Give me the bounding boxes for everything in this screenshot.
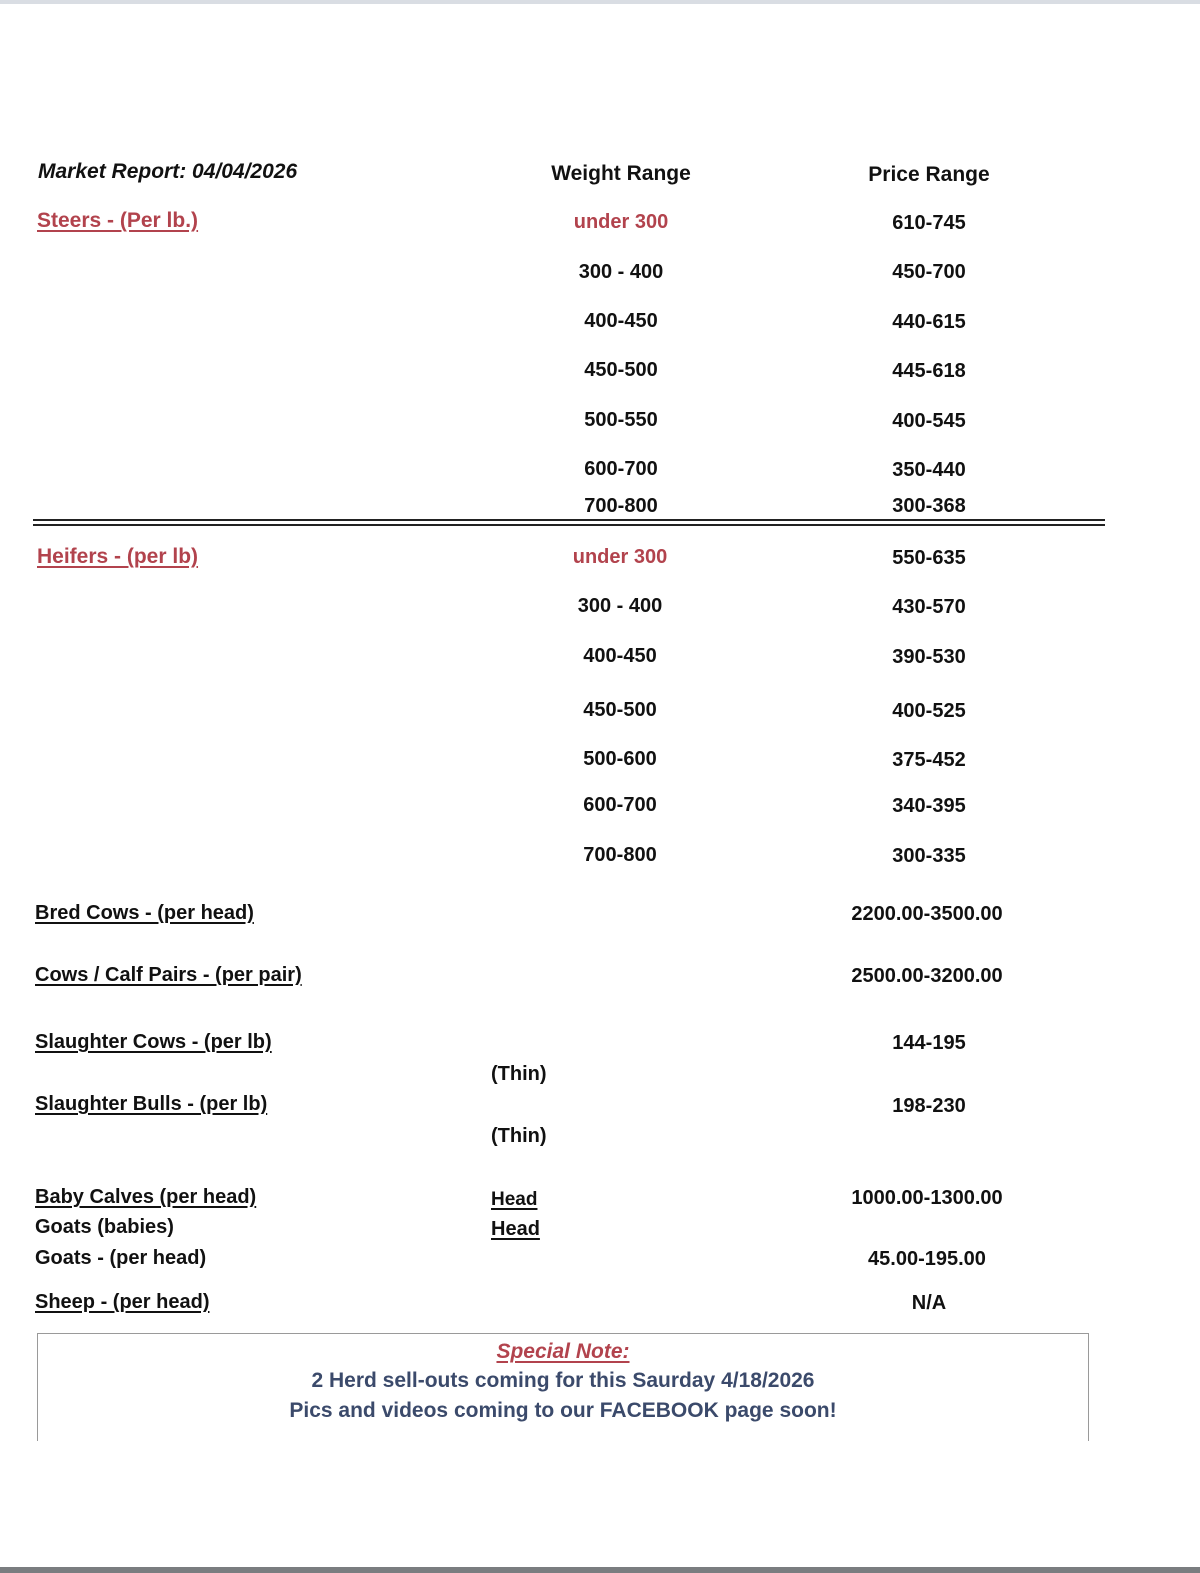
steers-price-5: 350-440	[892, 459, 966, 481]
steers-weight-5: 600-700	[584, 458, 658, 480]
steers-price-0: 610-745	[892, 212, 966, 234]
baby-calves-price: 1000.00-1300.00	[851, 1187, 1003, 1209]
baby-calves-unit: Head	[491, 1189, 538, 1210]
steers-weight-6: 700-800	[584, 495, 658, 517]
goats-label: Goats - (per head)	[35, 1247, 207, 1269]
heifers-price-5: 340-395	[892, 795, 966, 817]
heifers-weight-6: 700-800	[583, 844, 657, 866]
bred-cows-price: 2200.00-3500.00	[851, 903, 1003, 925]
slaughter-cows-label: Slaughter Cows - (per lb)	[35, 1031, 272, 1053]
slaughter-bulls-price: 198-230	[892, 1095, 966, 1117]
heifers-weight-3: 450-500	[583, 699, 657, 721]
special-note-heading: Special Note:	[496, 1340, 630, 1363]
heifers-price-0: 550-635	[892, 547, 966, 569]
sheep-label: Sheep - (per head)	[35, 1291, 210, 1313]
steers-price-2: 440-615	[892, 311, 966, 333]
section-divider-bottom	[33, 524, 1105, 526]
heifers-weight-1: 300 - 400	[577, 595, 663, 617]
heifers-price-3: 400-525	[892, 700, 966, 722]
cow-calf-pairs-label: Cows / Calf Pairs - (per pair)	[35, 964, 302, 986]
steers-label: Steers - (Per lb.)	[37, 209, 199, 232]
price-range-header: Price Range	[868, 163, 990, 186]
heifers-price-1: 430-570	[892, 596, 966, 618]
steers-weight-0: under 300	[573, 211, 669, 233]
steers-price-3: 445-618	[892, 360, 966, 382]
heifers-weight-5: 600-700	[583, 794, 657, 816]
goats-babies-label: Goats (babies)	[35, 1216, 174, 1238]
baby-calves-label: Baby Calves (per head)	[35, 1186, 257, 1208]
steers-weight-3: 450-500	[584, 359, 658, 381]
heifers-weight-2: 400-450	[583, 645, 657, 667]
bred-cows-label: Bred Cows - (per head)	[35, 902, 254, 924]
steers-weight-1: 300 - 400	[578, 261, 664, 283]
heifers-price-6: 300-335	[892, 845, 966, 867]
heifers-weight-4: 500-600	[583, 748, 657, 770]
report-title: Market Report: 04/04/2026	[38, 160, 298, 183]
special-note-line-1: 2 Herd sell-outs coming for this Saurday 4/18/2026	[311, 1369, 815, 1392]
slaughter-bulls-note: (Thin)	[491, 1125, 547, 1147]
heifers-weight-0: under 300	[572, 546, 668, 568]
heifers-label: Heifers - (per lb)	[37, 545, 199, 568]
bottom-edge	[0, 1567, 1200, 1573]
heifers-price-4: 375-452	[892, 749, 966, 771]
sheep-price: N/A	[911, 1292, 947, 1314]
steers-price-4: 400-545	[892, 410, 966, 432]
steers-weight-4: 500-550	[584, 409, 658, 431]
slaughter-cows-price: 144-195	[892, 1032, 966, 1054]
special-note-line-2: Pics and videos coming to our FACEBOOK page soon!	[289, 1399, 837, 1422]
steers-price-1: 450-700	[892, 261, 966, 283]
goats-price: 45.00-195.00	[868, 1248, 986, 1270]
weight-range-header: Weight Range	[551, 162, 691, 185]
slaughter-cows-note: (Thin)	[491, 1063, 547, 1085]
slaughter-bulls-label: Slaughter Bulls - (per lb)	[35, 1093, 268, 1115]
steers-weight-2: 400-450	[584, 310, 658, 332]
heifers-price-2: 390-530	[892, 646, 966, 668]
section-divider-top	[33, 519, 1105, 521]
top-edge	[0, 0, 1200, 4]
goats-babies-unit: Head	[491, 1218, 540, 1240]
cow-calf-pairs-price: 2500.00-3200.00	[851, 965, 1003, 987]
steers-price-6: 300-368	[892, 495, 966, 517]
